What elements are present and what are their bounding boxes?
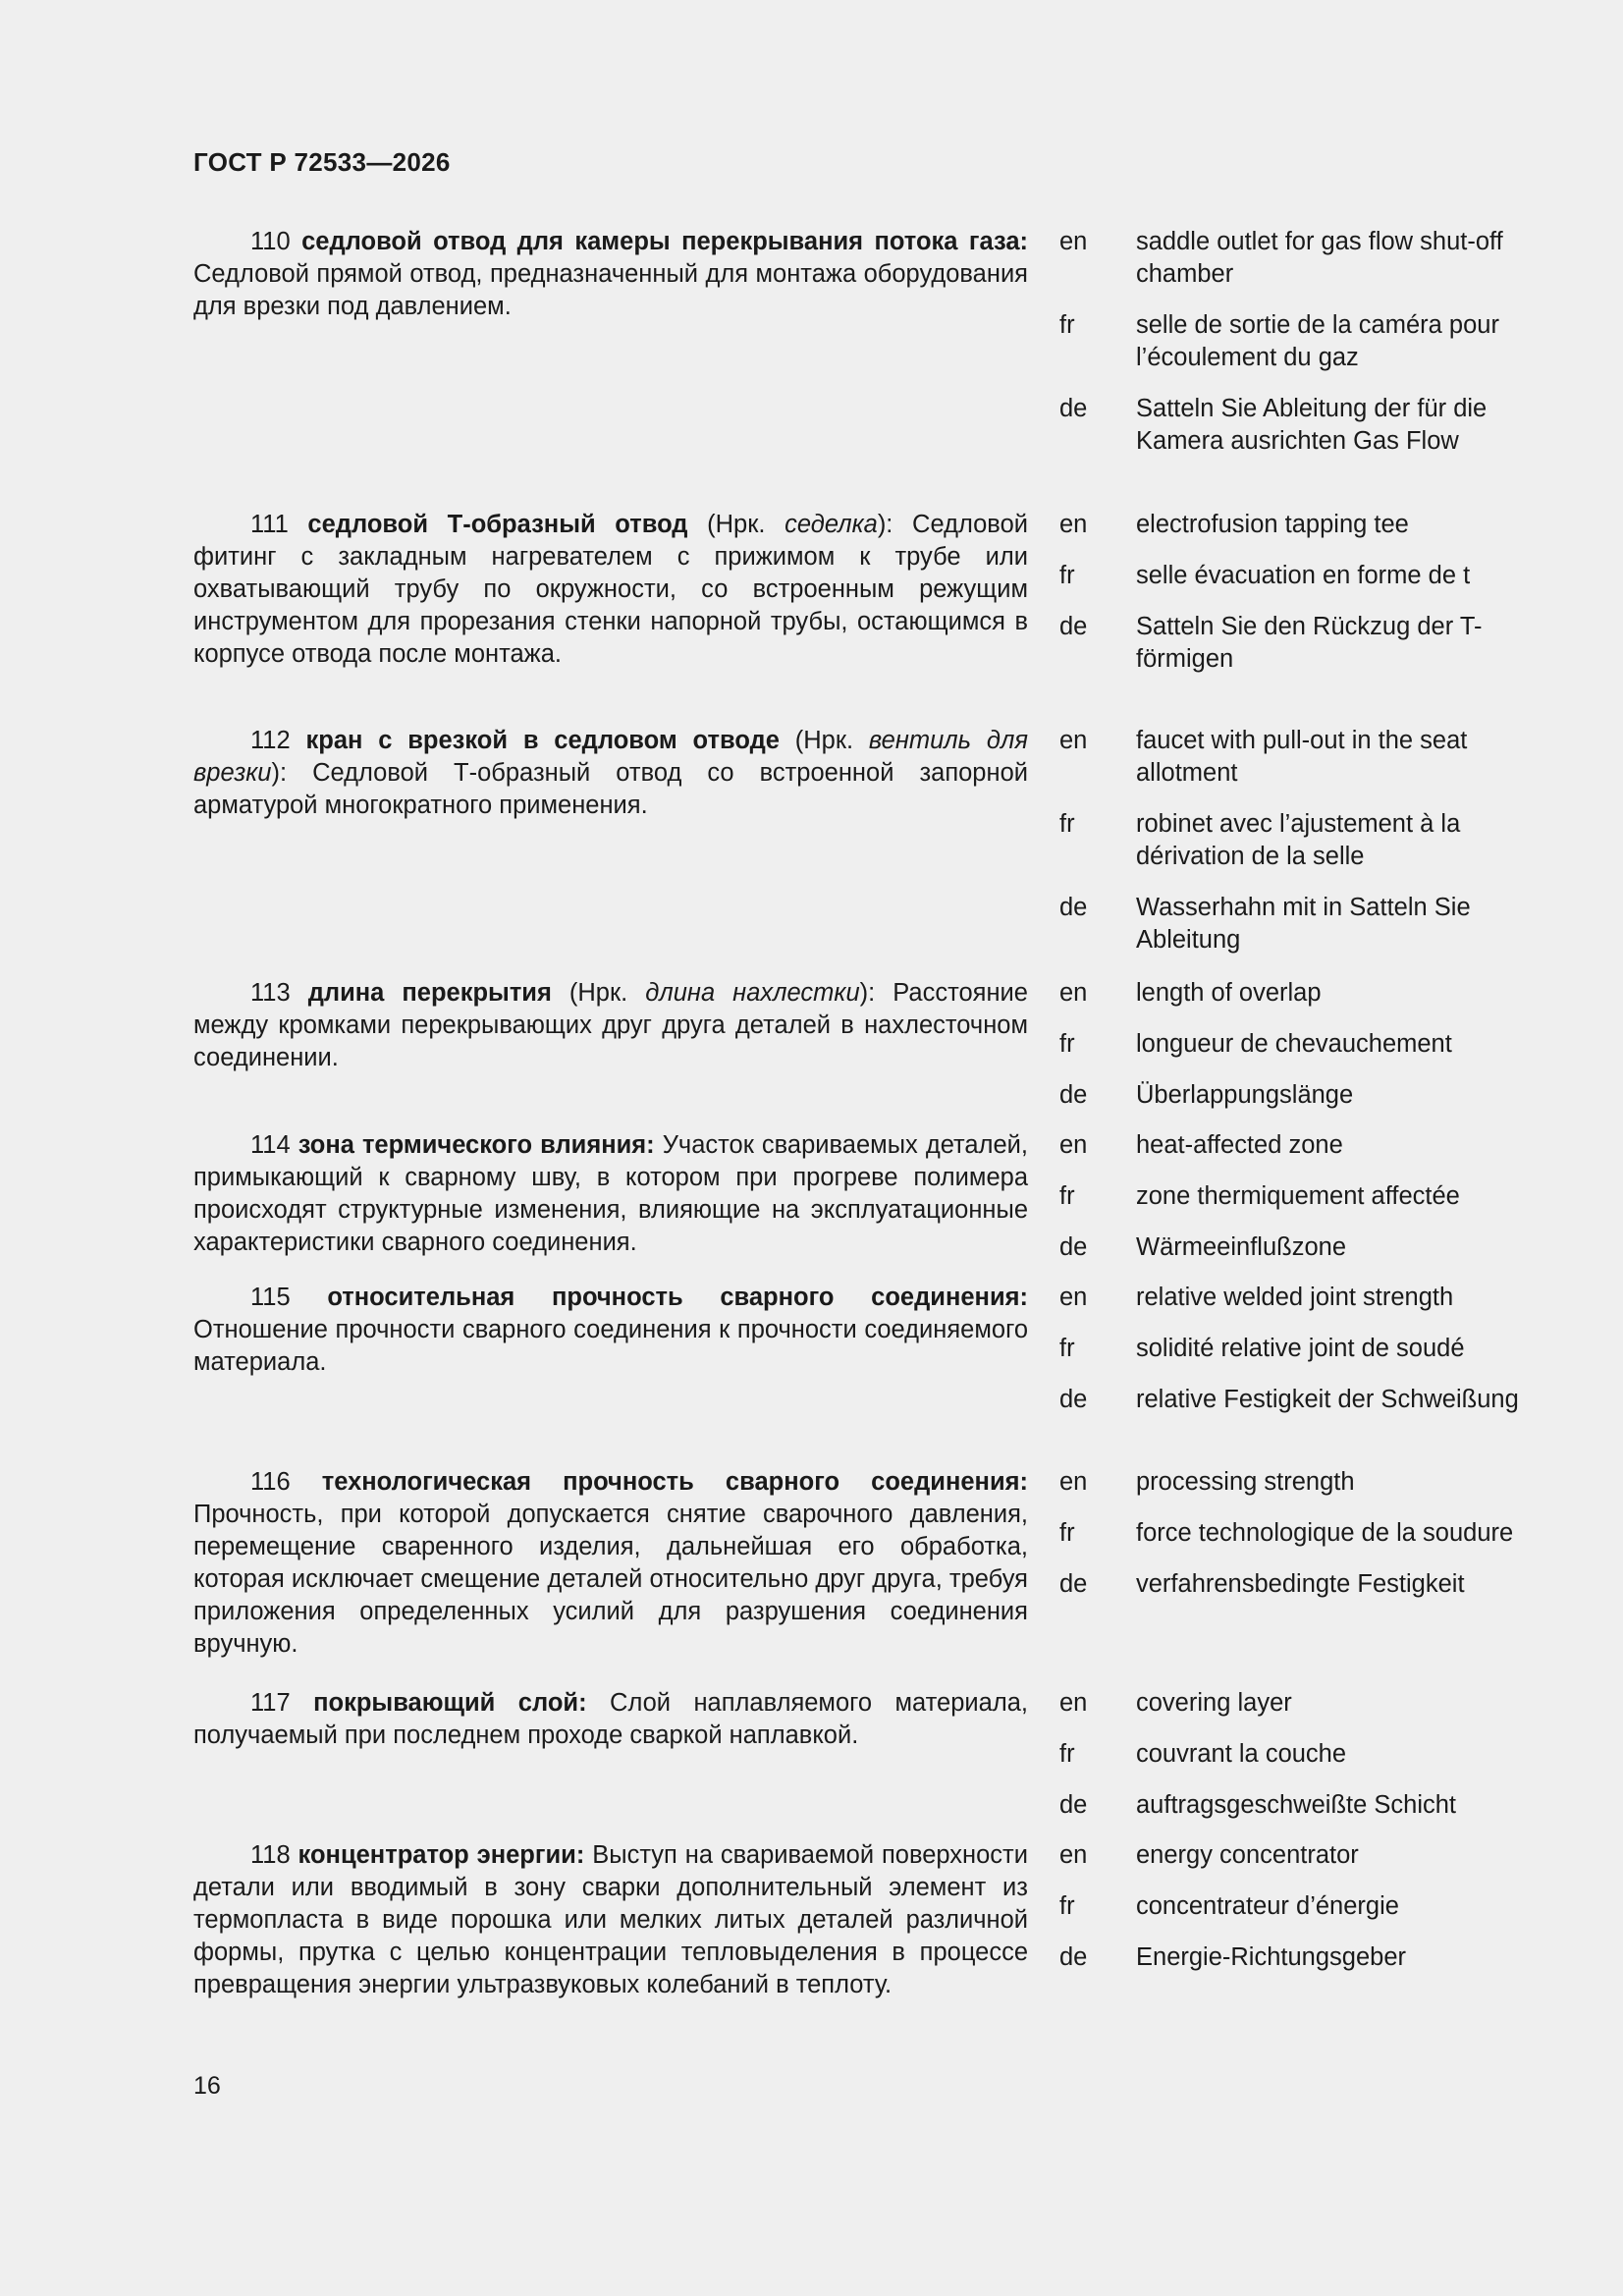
translation-row: [1059, 1282, 1521, 1314]
deprecated-term: седелка: [784, 511, 878, 538]
language-code: fr: [1059, 1030, 1075, 1058]
term-definition-paragraph: [193, 226, 1028, 323]
translation-row: [1059, 1517, 1521, 1550]
term-definition: Седловой фитинг с закладным нагревателем с прижимом к трубе или охватывающий трубу по окружности, со встроенным режущим инструментом для прорезания стенки напорной трубы, остающимся в корпусе отвода после монтажа.: [193, 511, 1028, 668]
translated-term: processing strength: [1136, 1468, 1355, 1496]
language-code: en: [1059, 228, 1088, 255]
translated-term: length of overlap: [1136, 979, 1322, 1007]
document-header: ГОСТ Р 72533—2026: [193, 147, 451, 177]
translated-term: Energie-Richtungsgeber: [1136, 1943, 1406, 1971]
translation-row: [1059, 1789, 1521, 1822]
translated-term: longueur de chevauchement: [1136, 1030, 1452, 1058]
translation-row: [1059, 1687, 1521, 1720]
alt-term-prefix: (Нрк.: [687, 511, 785, 538]
language-code: fr: [1059, 1740, 1075, 1768]
language-code: fr: [1059, 562, 1075, 589]
term-definition-paragraph: [193, 1282, 1028, 1379]
translated-term: relative Festigkeit der Schweißung: [1136, 1386, 1519, 1413]
translated-term: concentrateur d’énergie: [1136, 1892, 1399, 1920]
translation-row: [1059, 560, 1521, 592]
translated-term: auftragsgeschweißte Schicht: [1136, 1791, 1456, 1819]
language-code: fr: [1059, 1182, 1075, 1210]
translations: [1059, 1129, 1521, 1283]
translations: [1059, 1282, 1521, 1435]
translation-row: [1059, 1890, 1521, 1923]
translations: [1059, 226, 1521, 476]
language-code: fr: [1059, 1519, 1075, 1547]
term-definition: Участок свариваемых деталей, примыкающий к сварному шву, в котором при прогреве полимера происходят структурные изменения, влияющие на эксплуатационные характеристики сварного соединения.: [193, 1131, 1028, 1256]
translated-term: energy concentrator: [1136, 1841, 1359, 1869]
term-definition-paragraph: [193, 509, 1028, 671]
language-code: en: [1059, 1689, 1088, 1717]
translation-row: [1059, 1079, 1521, 1112]
translations: [1059, 725, 1521, 975]
term-definition-paragraph: [193, 1687, 1028, 1752]
translation-row: [1059, 1129, 1521, 1162]
language-code: en: [1059, 1841, 1088, 1869]
translation-row: [1059, 1941, 1521, 1974]
term-name: седловой отвод для камеры перекрывания потока газа:: [301, 228, 1028, 255]
term-definition: Выступ на свариваемой поверхности детали или вводимый в зону сварки дополнительный элемент из термопласта в виде порошка или мелких литых деталей различной формы, прутка с целью концентрации тепловыделения в процессе превращения энергии ультразвуковых колебаний в теплоту.: [193, 1841, 1028, 1998]
translated-term: selle évacuation en forme de t: [1136, 562, 1471, 589]
term-definition: Расстояние между кромками перекрывающих друг друга деталей в нахлесточном соединении.: [193, 979, 1028, 1071]
language-code: de: [1059, 1233, 1088, 1261]
term-number: 115: [250, 1284, 291, 1311]
term-definition: Слой наплавляемого материала, получаемый при последнем проходе сваркой наплавкой.: [193, 1689, 1028, 1749]
term-name: кран с врезкой в седловом отводе: [305, 727, 780, 754]
translated-term: Satteln Sie Ableitung der für die Kamera ausrichten Gas Flow: [1136, 395, 1488, 455]
translated-term: relative welded joint strength: [1136, 1284, 1454, 1311]
translated-term: robinet avec l’ajustement à la dérivation de la selle: [1136, 810, 1461, 870]
term-number: 111: [250, 511, 289, 538]
translation-row: [1059, 393, 1521, 458]
term-definition: Прочность, при которой допускается снятие сварочного давления, перемещение сваренного изделия, дальнейшая его обработка, которая исключает смещение деталей относительно друг друга, требуя приложения определенных усилий для разрушения соединения вручную.: [193, 1501, 1028, 1658]
translated-term: verfahrensbedingte Festigkeit: [1136, 1570, 1465, 1598]
translation-row: [1059, 977, 1521, 1010]
language-code: de: [1059, 1570, 1088, 1598]
translation-row: [1059, 611, 1521, 676]
translation-row: [1059, 1839, 1521, 1872]
term-name: технологическая прочность сварного соединения:: [321, 1468, 1028, 1496]
translated-term: saddle outlet for gas flow shut-off chamber: [1136, 228, 1503, 288]
translations: [1059, 977, 1521, 1130]
translated-term: zone thermiquement affectée: [1136, 1182, 1460, 1210]
translated-term: electrofusion tapping tee: [1136, 511, 1409, 538]
translated-term: faucet with pull-out in the seat allotment: [1136, 727, 1468, 787]
translation-row: [1059, 309, 1521, 374]
language-code: de: [1059, 1081, 1088, 1109]
translation-row: [1059, 1180, 1521, 1213]
term-name: концентратор энергии:: [298, 1841, 585, 1869]
translation-row: [1059, 1384, 1521, 1416]
page-number: 16: [193, 2072, 221, 2100]
translation-row: [1059, 1738, 1521, 1771]
translations: [1059, 1687, 1521, 1840]
translation-row: [1059, 1028, 1521, 1061]
alt-term-prefix: (Нрк.: [779, 727, 869, 754]
language-code: en: [1059, 727, 1088, 754]
language-code: fr: [1059, 1335, 1075, 1362]
term-definition-paragraph: [193, 1129, 1028, 1259]
term-definition-paragraph: [193, 977, 1028, 1074]
term-definition-paragraph: [193, 1466, 1028, 1661]
term-number: 117: [250, 1689, 291, 1717]
translations: [1059, 1466, 1521, 1619]
translated-term: force technologique de la soudure: [1136, 1519, 1514, 1547]
language-code: en: [1059, 1131, 1088, 1159]
term-definition-paragraph: [193, 725, 1028, 822]
translation-row: [1059, 226, 1521, 291]
language-code: en: [1059, 979, 1088, 1007]
translation-row: [1059, 1231, 1521, 1264]
alt-term-suffix: ):: [271, 759, 288, 787]
alt-term-prefix: (Нрк.: [551, 979, 646, 1007]
translation-row: [1059, 892, 1521, 957]
language-code: en: [1059, 1284, 1088, 1311]
term-definition: Седловой Т-образный отвод со встроенной запорной арматурой многократного применения.: [193, 759, 1028, 819]
alt-term-suffix: ):: [877, 511, 893, 538]
deprecated-term: длина нахлестки: [645, 979, 860, 1007]
language-code: de: [1059, 1791, 1088, 1819]
translation-row: [1059, 1568, 1521, 1601]
language-code: fr: [1059, 810, 1075, 838]
language-code: de: [1059, 613, 1088, 640]
term-name: покрывающий слой:: [313, 1689, 587, 1717]
language-code: de: [1059, 395, 1088, 422]
term-name: длина перекрытия: [307, 979, 552, 1007]
language-code: fr: [1059, 1892, 1075, 1920]
alt-term-suffix: ):: [859, 979, 876, 1007]
term-number: 113: [250, 979, 291, 1007]
term-name: зона термического влияния:: [298, 1131, 655, 1159]
term-name: относительная прочность сварного соединения:: [327, 1284, 1028, 1311]
translation-row: [1059, 509, 1521, 541]
translated-term: Satteln Sie den Rückzug der T-förmigen: [1136, 613, 1483, 673]
term-number: 118: [250, 1841, 291, 1869]
deprecated-term: вентиль для врезки: [193, 727, 1028, 787]
translated-term: Wärmeeinflußzone: [1136, 1233, 1346, 1261]
translated-term: Wasserhahn mit in Satteln Sie Ableitung: [1136, 894, 1471, 954]
language-code: de: [1059, 894, 1088, 921]
term-number: 114: [250, 1131, 291, 1159]
language-code: en: [1059, 1468, 1088, 1496]
translated-term: selle de sortie de la caméra pour l’écoulement du gaz: [1136, 311, 1499, 371]
translation-row: [1059, 1466, 1521, 1499]
translated-term: solidité relative joint de soudé: [1136, 1335, 1465, 1362]
language-code: de: [1059, 1943, 1088, 1971]
language-code: en: [1059, 511, 1088, 538]
translations: [1059, 1839, 1521, 1993]
translations: [1059, 509, 1521, 694]
translated-term: couvrant la couche: [1136, 1740, 1347, 1768]
term-number: 112: [250, 727, 291, 754]
language-code: fr: [1059, 311, 1075, 339]
translated-term: covering layer: [1136, 1689, 1292, 1717]
translation-row: [1059, 808, 1521, 873]
term-definition-paragraph: [193, 1839, 1028, 2001]
term-name: седловой Т-образный отвод: [307, 511, 688, 538]
translation-row: [1059, 725, 1521, 790]
language-code: de: [1059, 1386, 1088, 1413]
term-number: 116: [250, 1468, 291, 1496]
translated-term: heat-affected zone: [1136, 1131, 1343, 1159]
translation-row: [1059, 1333, 1521, 1365]
term-definition: Седловой прямой отвод, предназначенный для монтажа оборудования для врезки под давлением.: [193, 260, 1028, 320]
term-number: 110: [250, 228, 291, 255]
term-definition: Отношение прочности сварного соединения к прочности соединяемого материала.: [193, 1316, 1028, 1376]
translated-term: Überlappungslänge: [1136, 1081, 1354, 1109]
